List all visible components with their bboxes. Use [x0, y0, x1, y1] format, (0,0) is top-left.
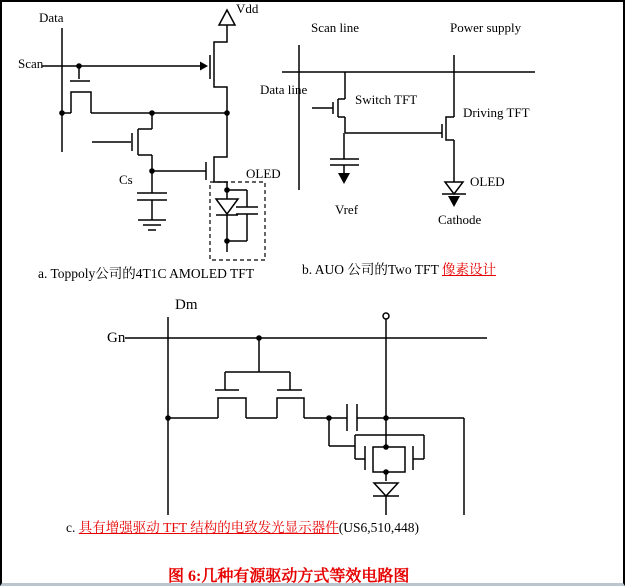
- vref-capacitor-icon: [330, 133, 359, 173]
- caption-c: [66, 520, 419, 536]
- circuit-c-schematic: [125, 313, 487, 515]
- oled-box: [210, 182, 265, 260]
- label-cathode: Cathode: [438, 212, 482, 227]
- circuit-a-schematic: [42, 10, 265, 260]
- caption-c-red-link[interactable]: 具有增强驱动 TFT 结构的电致发光显示器件: [78, 520, 339, 535]
- cathode-arrow-icon: [448, 196, 460, 207]
- caption-b-black: b. AUO 公司的Two TFT: [302, 262, 442, 277]
- coupling-capacitor-icon: [347, 404, 357, 431]
- caption-c-prefix: c.: [66, 520, 79, 535]
- diode-c-icon: [374, 483, 398, 496]
- label-dm: Dm: [175, 297, 198, 313]
- label-scan: Scan: [18, 56, 44, 71]
- ground-icon: [138, 220, 166, 230]
- caption-a: a. Toppoly公司的4T1C AMOLED TFT: [38, 266, 255, 281]
- label-gn: Gn: [107, 330, 126, 346]
- oled-equivalent-circuit: [216, 187, 258, 252]
- storage-capacitor-icon: [137, 171, 167, 220]
- caption-b-red-link[interactable]: 像素设计: [441, 262, 496, 277]
- scan-arrowhead-icon: [200, 62, 208, 71]
- label-power-supply: Power supply: [450, 20, 522, 35]
- label-data-line: Data line: [260, 82, 308, 97]
- label-cs: Cs: [119, 172, 133, 187]
- label-vref: Vref: [335, 202, 359, 217]
- label-vdd: Vdd: [236, 1, 259, 16]
- label-oled-a: OLED: [246, 166, 281, 181]
- vref-arrow-icon: [338, 173, 350, 184]
- figure-title: 图 6:几种有源驱动方式等效电路图: [168, 568, 410, 585]
- oled-diode-icon: [216, 199, 238, 214]
- channel-box: [373, 447, 405, 472]
- oled-diode-b-icon: [445, 182, 463, 194]
- terminal-circle-icon: [383, 313, 389, 319]
- label-oled-b: OLED: [470, 174, 505, 189]
- label-scan-line: Scan line: [311, 20, 360, 35]
- label-switch-tft: Switch TFT: [355, 92, 418, 107]
- caption-c-patent: (US6,510,448): [338, 520, 420, 535]
- vdd-triangle-icon: [219, 10, 235, 25]
- schematic-canvas: [2, 2, 623, 583]
- label-driving-tft: Driving TFT: [463, 105, 530, 120]
- label-data: Data: [39, 10, 64, 25]
- caption-b: [302, 262, 496, 278]
